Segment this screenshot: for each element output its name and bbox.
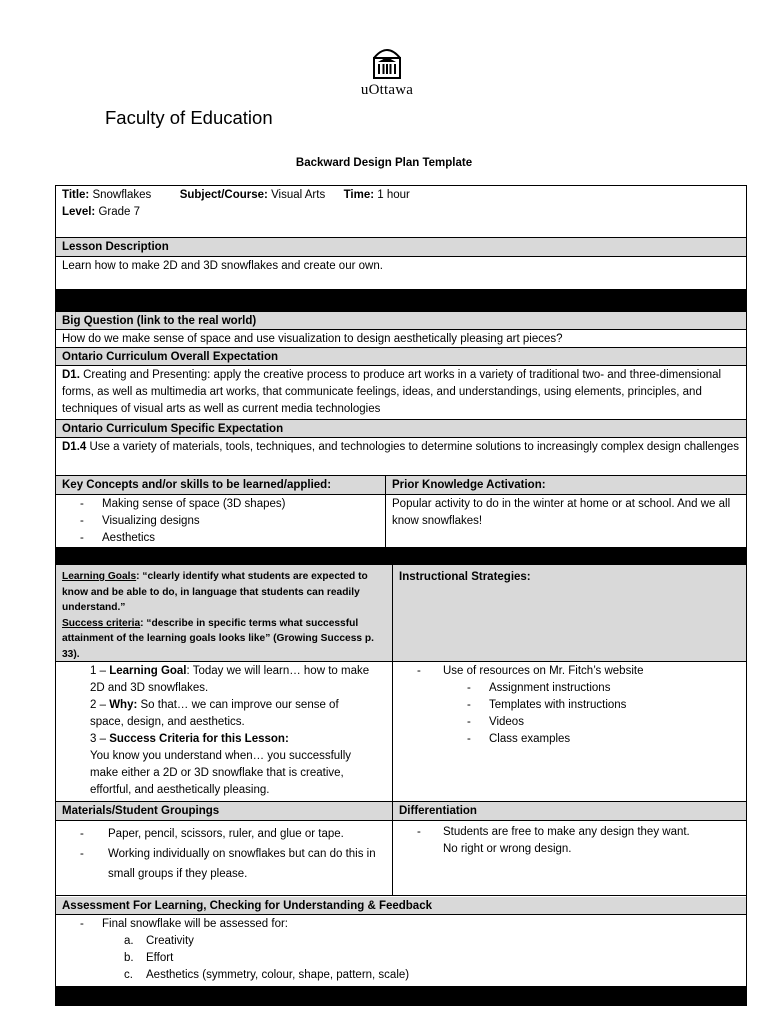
key-concept-item: - Aesthetics — [56, 530, 379, 547]
plan-table — [55, 185, 747, 1006]
specific-expectation-code: D1.4 — [62, 441, 87, 453]
section-divider — [56, 290, 746, 312]
overall-expectation-code: D1. — [62, 369, 80, 381]
logo-wordmark: uOttawa — [360, 82, 414, 98]
level-label: Level: — [62, 206, 96, 218]
prior-knowledge-text: Popular activity to do in the winter at home or at school. And we all know snowflakes! — [392, 498, 731, 527]
specific-expectation-body — [56, 438, 746, 476]
learning-goals-definition: : “clearly identify what students are expected to know and be able to do, in language that students can readily understand.” — [62, 571, 368, 613]
specific-expectation-text: Use a variety of materials, tools, techniques, and technologies to determine solutions to increasingly complex design challenges — [89, 441, 739, 453]
strategy-subitem: - Videos — [393, 714, 740, 731]
assessment-item: a. Creativity — [124, 935, 194, 947]
overall-expectation-heading: Ontario Curriculum Overall Expectation — [56, 348, 746, 366]
learning-goal-1: 1 – Learning Goal: Today we will learn… how to make 2D and 3D snowflakes. — [90, 665, 370, 694]
prior-knowledge-heading: Prior Knowledge Activation: — [386, 476, 746, 494]
strategy-item: - Use of resources on Mr. Fitch’s website — [393, 663, 740, 680]
instructional-strategies-heading: Instructional Strategies: — [393, 565, 746, 661]
section-divider — [56, 548, 746, 565]
template-title: Backward Design Plan Template — [295, 157, 473, 169]
materials-heading: Materials/Student Groupings — [56, 802, 393, 820]
footer-bar — [56, 986, 746, 1006]
specific-expectation-heading: Ontario Curriculum Specific Expectation — [56, 420, 746, 438]
learning-goal-why: 2 – Why: So that… we can improve our sense of space, design, and aesthetics. — [90, 699, 339, 728]
uottawa-logo — [356, 44, 418, 99]
materials-item: - Working individually on snowflakes but can do this in small groups if they please. — [56, 844, 382, 884]
assessment-body — [56, 915, 746, 986]
assessment-intro: - Final snowflake will be assessed for: — [56, 916, 746, 933]
success-criteria-definition: : “describe in specific terms what successful attainment of the learning goals looks like” (Growing Success p. 33). — [62, 617, 374, 660]
strategy-subitem: - Class examples — [393, 731, 740, 748]
materials-heading-row — [56, 802, 746, 821]
lesson-description-text: Learn how to make 2D and 3D snowflakes and create our own. — [56, 257, 746, 290]
time-value: 1 hour — [377, 189, 410, 201]
key-concept-item: - Visualizing designs — [56, 513, 379, 530]
level-value: Grade 7 — [98, 206, 141, 218]
materials-item: - Paper, pencil, scissors, ruler, and glue or tape. — [56, 824, 382, 844]
learning-goals-header-row — [56, 565, 746, 662]
overall-expectation-body — [56, 366, 746, 420]
overall-expectation-text: Creating and Presenting: apply the creative process to produce art works in a variety of traditional two- and three-dimensional forms, as well as multimedia art works, that communicate feelings, ideas, and understandings, using elements, principles, and techniques of visual arts as well as current media technologies — [62, 369, 722, 415]
big-question-text: How do we make sense of space and use visualization to design aesthetically pleasing art pieces? — [56, 330, 746, 348]
subject-label: Subject/Course: — [179, 189, 268, 201]
title-value: Snowflakes — [92, 189, 152, 201]
strategy-subitem: - Templates with instructions — [393, 697, 740, 714]
success-criteria: 3 – Success Criteria for this Lesson: You know you understand when… you successfully make either a 2D or 3D snowflake that is creative, effortful, and aesthetically pleasing. — [90, 733, 352, 796]
assessment-item: c. Aesthetics (symmetry, colour, shape, pattern, scale) — [124, 969, 410, 981]
strategy-subitem: - Assignment instructions — [393, 680, 740, 697]
subject-value: Visual Arts — [271, 189, 326, 201]
assessment-heading: Assessment For Learning, Checking for Understanding & Feedback — [56, 897, 746, 915]
building-icon — [372, 44, 402, 80]
learning-goals-label: Learning Goals — [62, 571, 137, 582]
assessment-item: b. Effort — [124, 952, 174, 964]
key-concepts-heading-row — [56, 476, 746, 495]
title-label: Title: — [62, 189, 90, 201]
key-concept-item: - Making sense of space (3D shapes) — [56, 496, 379, 513]
materials-row — [56, 821, 746, 896]
differentiation-heading: Differentiation — [393, 802, 746, 820]
learning-goals-row — [56, 662, 746, 802]
faculty-title: Faculty of Education — [105, 107, 273, 128]
meta-row — [56, 186, 746, 238]
big-question-heading: Big Question (link to the real world) — [56, 312, 746, 330]
lesson-description-heading: Lesson Description — [56, 238, 746, 257]
differentiation-item: - Students are free to make any design they want. No right or wrong design. — [393, 824, 706, 858]
key-concepts-heading: Key Concepts and/or skills to be learned/applied: — [56, 476, 386, 494]
success-criteria-label: Success criteria — [62, 617, 141, 629]
key-concepts-row — [56, 495, 746, 548]
time-label: Time: — [343, 189, 375, 201]
